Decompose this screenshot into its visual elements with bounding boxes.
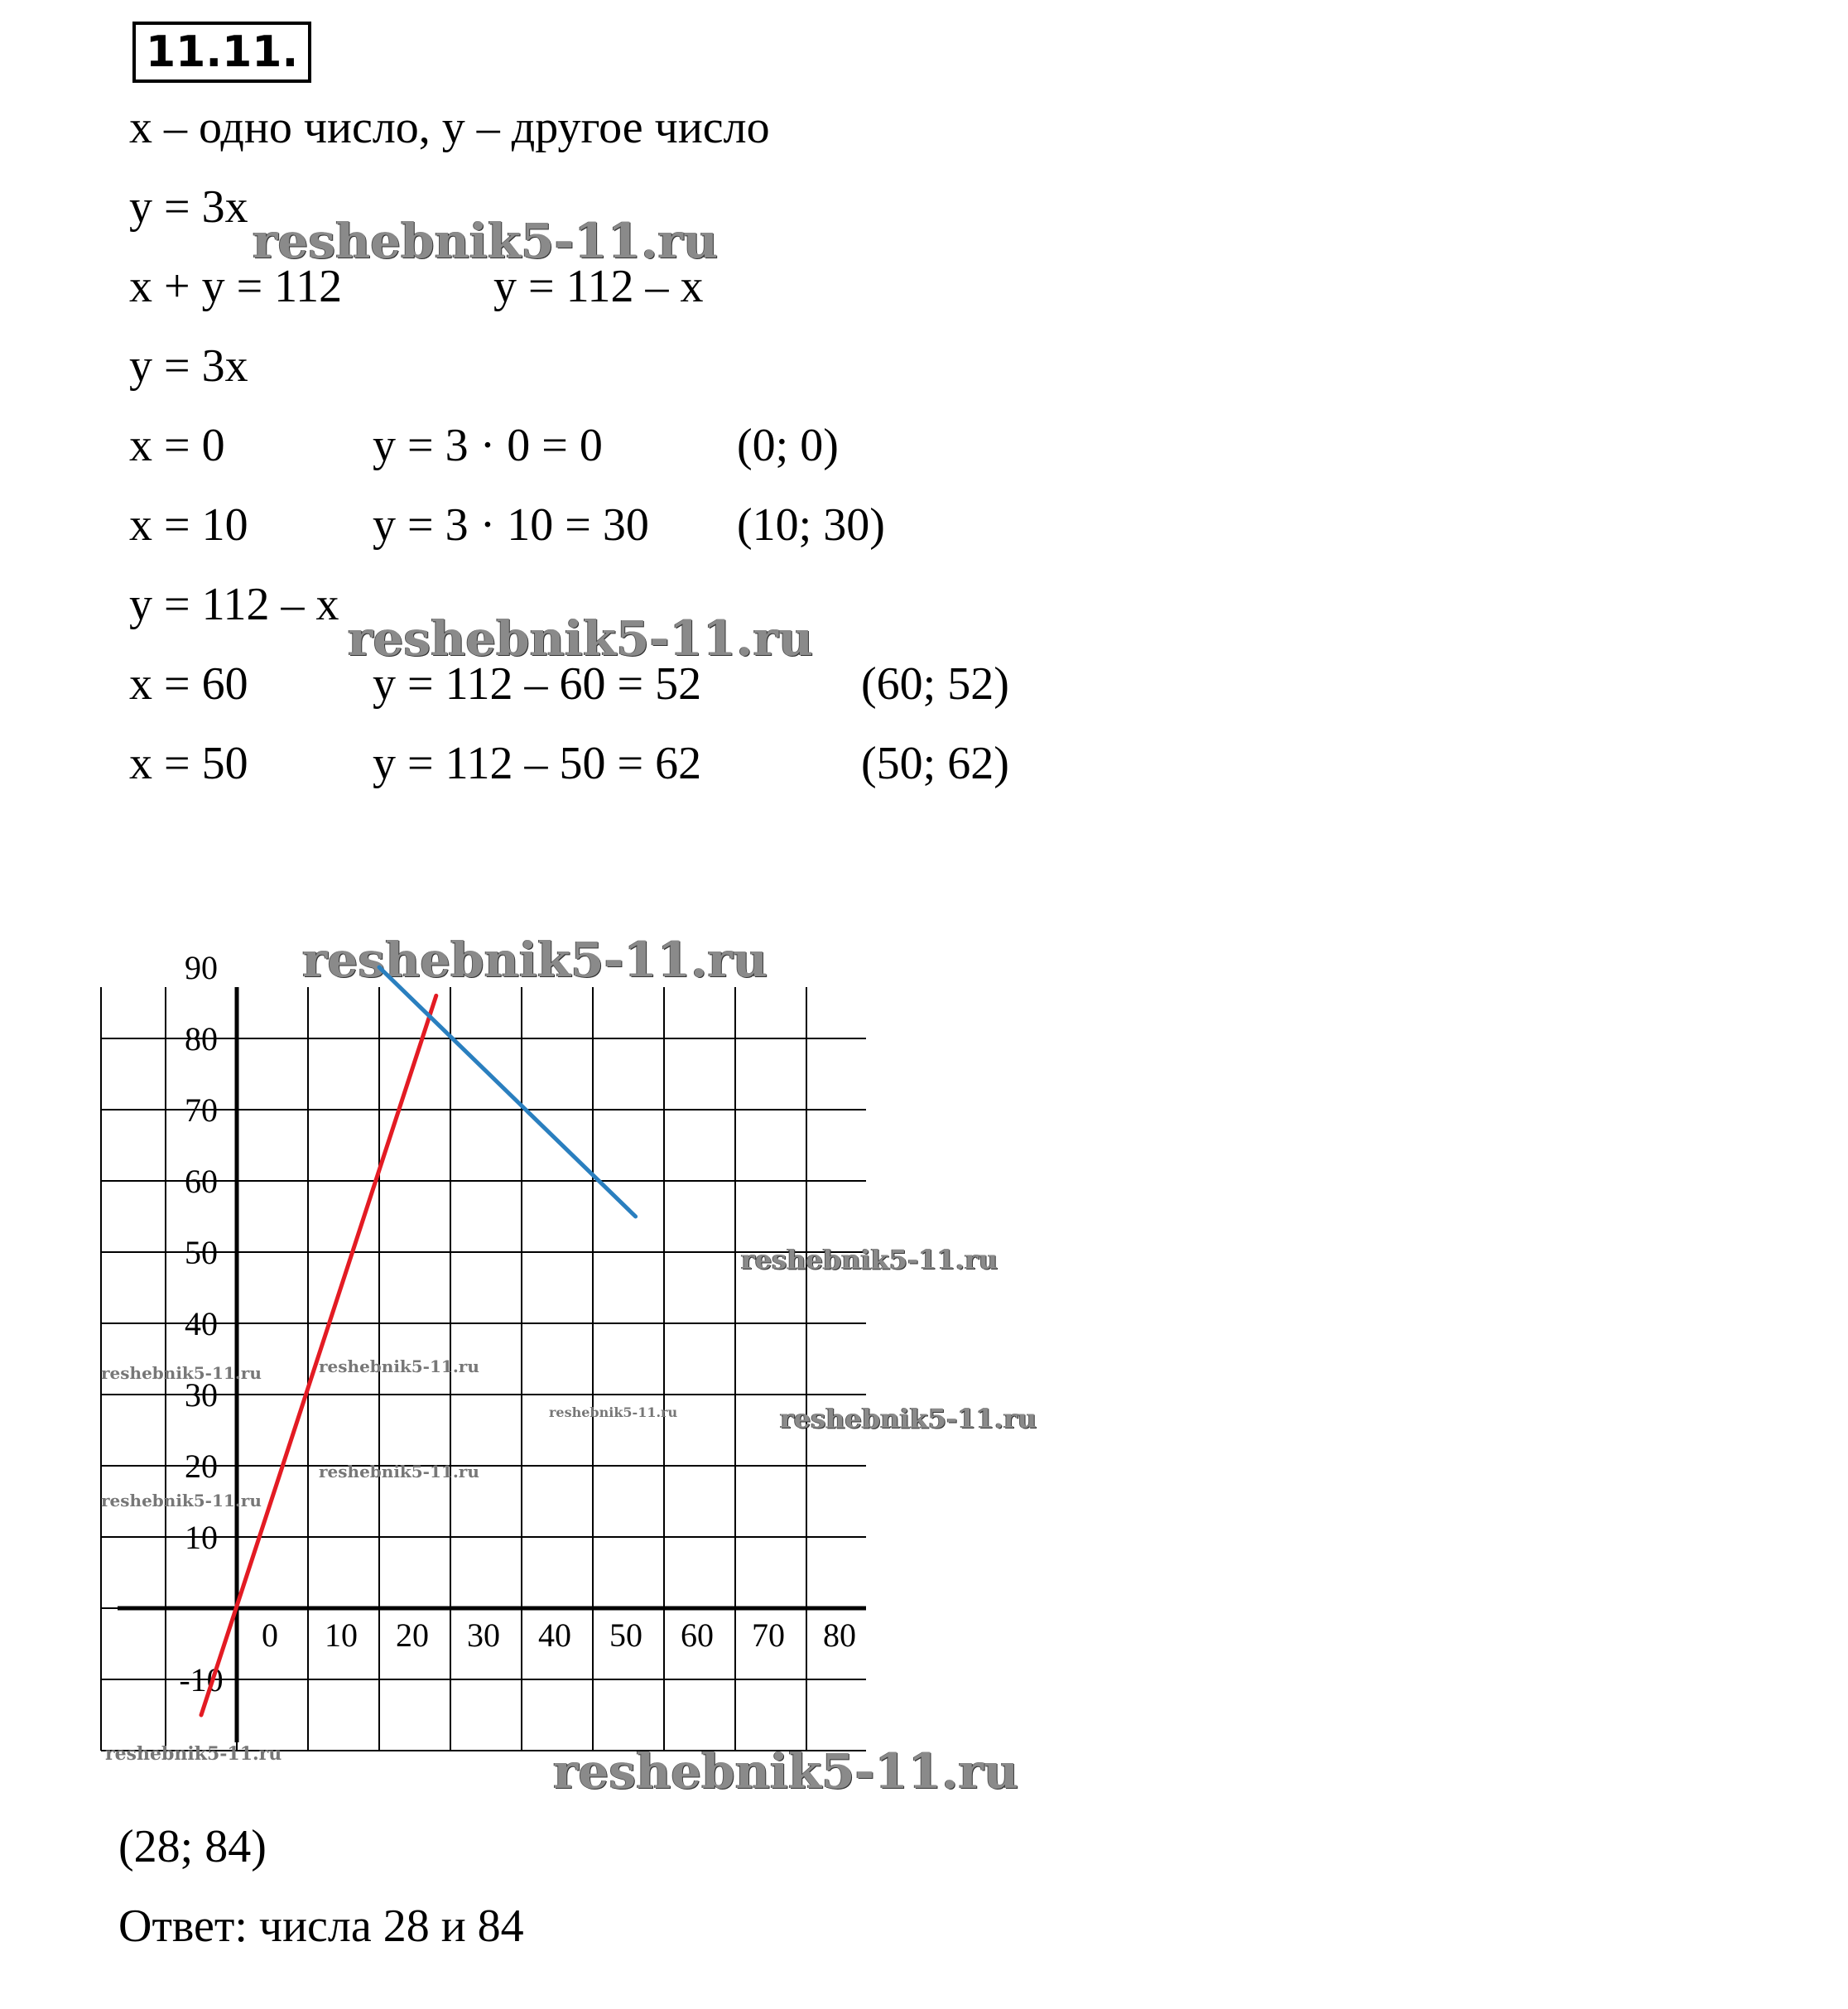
- table-4-point: (50; 62): [861, 738, 1009, 789]
- watermark: reshebnik5-11.ru: [741, 1244, 999, 1275]
- x-tick-label: 50: [609, 1616, 642, 1654]
- y-tick-label: 20: [185, 1448, 218, 1485]
- watermark: reshebnik5-11.ru: [780, 1403, 1037, 1434]
- watermark: reshebnik5-11.ru: [553, 1743, 1019, 1799]
- y-tick-label: 60: [185, 1163, 218, 1200]
- intersection-point: (28; 84): [118, 1821, 267, 1872]
- x-tick-label: 10: [325, 1616, 358, 1654]
- table-4-x: х = 50: [129, 738, 248, 789]
- watermark: reshebnik5-11.ru: [549, 1404, 678, 1420]
- graph-lines: [201, 967, 636, 1715]
- watermark: reshebnik5-11.ru: [302, 932, 768, 988]
- table-2-x: х = 10: [129, 499, 248, 551]
- x-tick-label: 30: [467, 1616, 500, 1654]
- y-tick-label: 40: [185, 1305, 218, 1342]
- equation-2-left: х + у = 112: [129, 261, 343, 312]
- y-tick-label: 70: [185, 1091, 218, 1129]
- x-tick-label: 20: [396, 1616, 429, 1654]
- y-tick-label: 80: [185, 1020, 218, 1057]
- series-line-2: [379, 967, 636, 1216]
- watermark: reshebnik5-11.ru: [101, 1363, 262, 1383]
- x-tick-label: 0: [262, 1616, 278, 1654]
- equation-1: у = 3х: [129, 181, 248, 233]
- table-3-point: (60; 52): [861, 658, 1009, 710]
- x-tick-label: 80: [823, 1616, 856, 1654]
- table-1-y: у = 3 · 0 = 0: [373, 420, 603, 471]
- y-tick-label: 10: [185, 1519, 218, 1556]
- equation-2-right: у = 112 – х: [493, 261, 704, 312]
- table-4-y: у = 112 – 50 = 62: [373, 738, 702, 789]
- y-tick-label: 90: [185, 949, 218, 986]
- problem-number: 11.11.: [132, 22, 311, 83]
- x-tick-label: 40: [538, 1616, 571, 1654]
- x-tick-label: 70: [752, 1616, 785, 1654]
- watermark: reshebnik5-11.ru: [105, 1743, 282, 1765]
- intro-line: x – одно число, у – другое число: [129, 102, 770, 153]
- answer: Ответ: числа 28 и 84: [118, 1901, 524, 1952]
- x-tick-label: 60: [681, 1616, 714, 1654]
- y-tick-label: -10: [179, 1661, 224, 1698]
- table-3-x: х = 60: [129, 658, 248, 710]
- watermark: reshebnik5-11.ru: [348, 610, 814, 667]
- watermark: reshebnik5-11.ru: [253, 213, 719, 269]
- table-1-point: (0; 0): [737, 420, 839, 471]
- watermark: reshebnik5-11.ru: [319, 1356, 479, 1376]
- y-tick-label: 50: [185, 1234, 218, 1271]
- table-3-y: у = 112 – 60 = 52: [373, 658, 702, 710]
- y-tick-label: 30: [185, 1376, 218, 1414]
- table-2-point: (10; 30): [737, 499, 885, 551]
- graph-2-title: у = 112 – х: [129, 579, 339, 630]
- table-2-y: у = 3 · 10 = 30: [373, 499, 649, 551]
- graph-1-title: у = 3х: [129, 340, 248, 392]
- watermark: reshebnik5-11.ru: [319, 1462, 479, 1481]
- watermark: reshebnik5-11.ru: [101, 1491, 262, 1510]
- table-1-x: х = 0: [129, 420, 225, 471]
